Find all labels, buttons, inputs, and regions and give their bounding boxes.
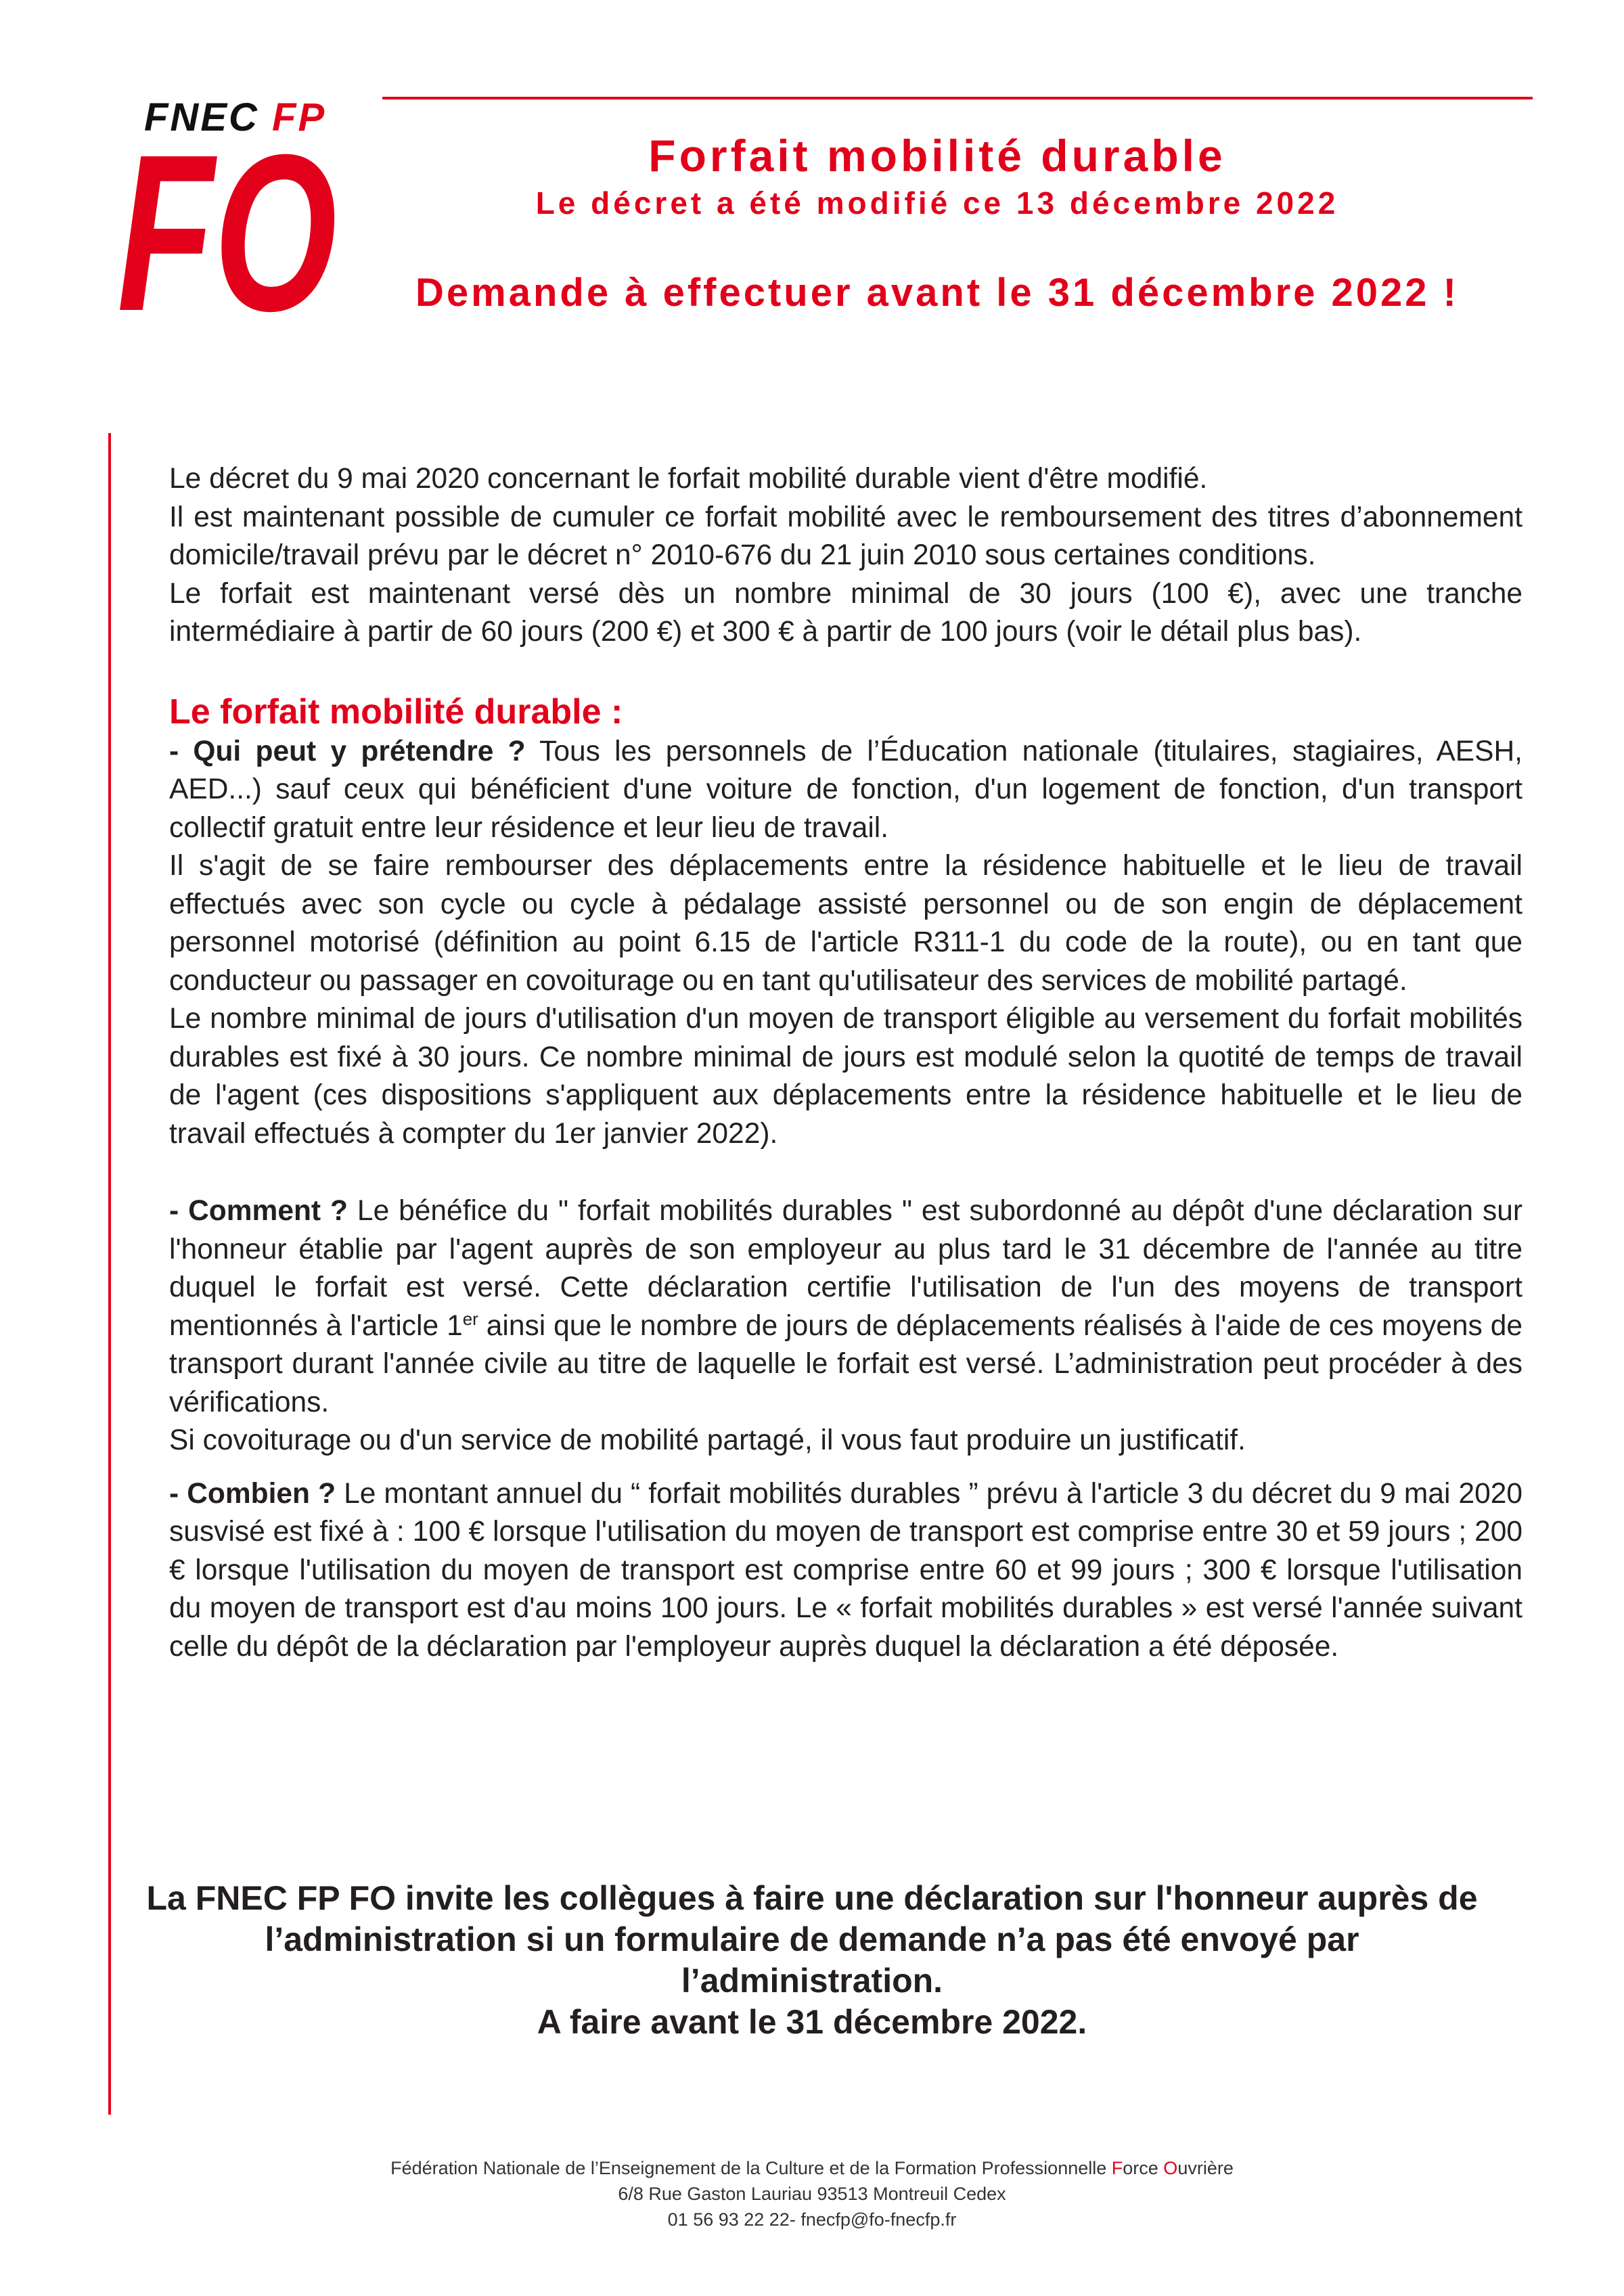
combien-paragraph xyxy=(169,1475,1522,1667)
footer-org-start: Fédération Nationale de l’Enseignement de la Culture et de la Formation Professionnelle xyxy=(390,2158,1112,2178)
logo-fp: FP xyxy=(272,95,327,139)
document-subtitle: Le décret a été modifié ce 13 décembre 2022 xyxy=(535,185,1339,221)
closing-statement xyxy=(135,1878,1489,2043)
footer-contact: 01 56 93 22 22- fnecfp@fo-fnecfp.fr xyxy=(667,2209,957,2230)
combien-text: Le montant annuel du “ forfait mobilités durables ” prévu à l'article 3 du décret du 9 mai 2020 susvisé est fixé à : 100 € lorsque l'utilisation du moyen de transport est comprise entre 30 et 59 jours ; 200 € lorsque l'utilisation du moyen de transport est comprise entre 60 et 99 jours ; 300 € lorsque l'utilisation du moyen de transport est d'au moins 100 jours. Le « forfait mobilités durables » est versé l'année suivant celle du dépôt de la déclaration par l'employeur auprès duquel la déclaration a été déposée. xyxy=(169,1477,1522,1663)
comment-text-before: Le bénéfice du " forfait mobilités durables " est subordonné au dépôt d'une déclaration sur l'honneur établie par l'agent auprès de son employeur au plus tard le 31 décembre de l'année au titre duquel le forfait est versé. Cette déclaration certifie l'utilisation de l'un des moyens de transport mentionnés à l'article 1 xyxy=(169,1195,1522,1342)
fnec-fp-fo-logo xyxy=(112,95,342,328)
footer-f: F xyxy=(1111,2158,1123,2178)
section-heading: Le forfait mobilité durable : xyxy=(169,692,623,731)
document-title: Forfait mobilité durable xyxy=(648,131,1226,181)
footer-organisation xyxy=(0,2155,1624,2181)
comment-text-after: ainsi que le nombre de jours de déplacements réalisés à l'aide de ces moyens de transport durant l'année civile au titre de laquelle le forfait est versé. L’administration peut procéder à des vérifications. xyxy=(169,1309,1522,1418)
qui-text: Tous les personnels de l’Éducation nationale (titulaires, stagiaires, AESH, AED...) sauf ceux qui bénéficient d'une voiture de fonction, d'un logement de fonction, d'un transport collectif gratuit entre leur résidence et leur lieu de travail. xyxy=(169,735,1522,844)
qui-label: - Qui peut y prétendre ? xyxy=(169,735,526,767)
intro-paragraph-2: Il est maintenant possible de cumuler ce forfait mobilité avec le remboursement des titres d’abonnement domicile/travail prévu par le décret n° 2010-676 du 21 juin 2010 sous certaines conditions. xyxy=(169,501,1522,571)
combien-label: - Combien ? xyxy=(169,1477,336,1510)
footer xyxy=(0,2155,1624,2232)
closing-line-1: La FNEC FP FO invite les collègues à faire une déclaration sur l'honneur auprès de l’administration si un formulaire de demande n’a pas été envoyé par l’administration. xyxy=(146,1879,1478,2000)
comment-paragraph xyxy=(169,1192,1522,1422)
logo-fo-text: FO xyxy=(117,129,337,328)
deadline-banner: Demande à effectuer avant le 31 décembre 2022 ! xyxy=(415,271,1459,315)
comment-sup: er xyxy=(462,1308,478,1329)
logo-fo-mark xyxy=(112,129,342,328)
intro-paragraph-3: Le forfait est maintenant versé dès un nombre minimal de 30 jours (100 €), avec une tranche intermédiaire à partir de 60 jours (200 €) et 300 € à partir de 100 jours (voir le détail plus bas). xyxy=(169,577,1522,648)
qui-paragraph-3: Le nombre minimal de jours d'utilisation d'un moyen de transport éligible au versement du forfait mobilités durables est fixé à 30 jours. Ce nombre minimal de jours est modulé selon la quotité de temps de travail de l'agent (ces dispositions s'appliquent aux déplacements entre la résidence habituelle et le lieu de travail effectués à compter du 1er janvier 2022). xyxy=(169,1003,1522,1150)
qui-paragraph-2: Il s'agit de se faire rembourser des déplacements entre la résidence habituelle et le lieu de travail effectués avec son cycle ou cycle à pédalage assisté personnel ou de son engin de déplacement personnel motorisé (définition au point 6.15 de l'article R311-1 du code de la route), ou en tant que conducteur ou passager en covoiturage ou en tant qu'utilisateur des services de mobilité partagé. xyxy=(169,850,1522,997)
spacer xyxy=(169,1460,1522,1475)
footer-orce: orce xyxy=(1123,2158,1164,2178)
side-rule xyxy=(108,433,111,2115)
document-body xyxy=(169,460,1522,1666)
footer-uvriere: uvrière xyxy=(1177,2158,1234,2178)
comment-paragraph-2: Si covoiturage ou d'un service de mobilité partagé, il vous faut produire un justificatif. xyxy=(169,1424,1246,1456)
logo-fnec: FNEC xyxy=(144,95,259,139)
document-header xyxy=(342,129,1533,317)
spacer xyxy=(169,652,1522,691)
intro-paragraph-1: Le décret du 9 mai 2020 concernant le forfait mobilité durable vient d'être modifié. xyxy=(169,463,1208,495)
spacer xyxy=(169,1153,1522,1192)
closing-line-2: A faire avant le 31 décembre 2022. xyxy=(537,2003,1087,2041)
footer-address: 6/8 Rue Gaston Lauriau 93513 Montreuil Cedex xyxy=(618,2184,1006,2204)
comment-label: - Comment ? xyxy=(169,1195,348,1227)
header-rule xyxy=(382,97,1533,99)
footer-o: O xyxy=(1163,2158,1178,2178)
qui-paragraph xyxy=(169,733,1522,848)
